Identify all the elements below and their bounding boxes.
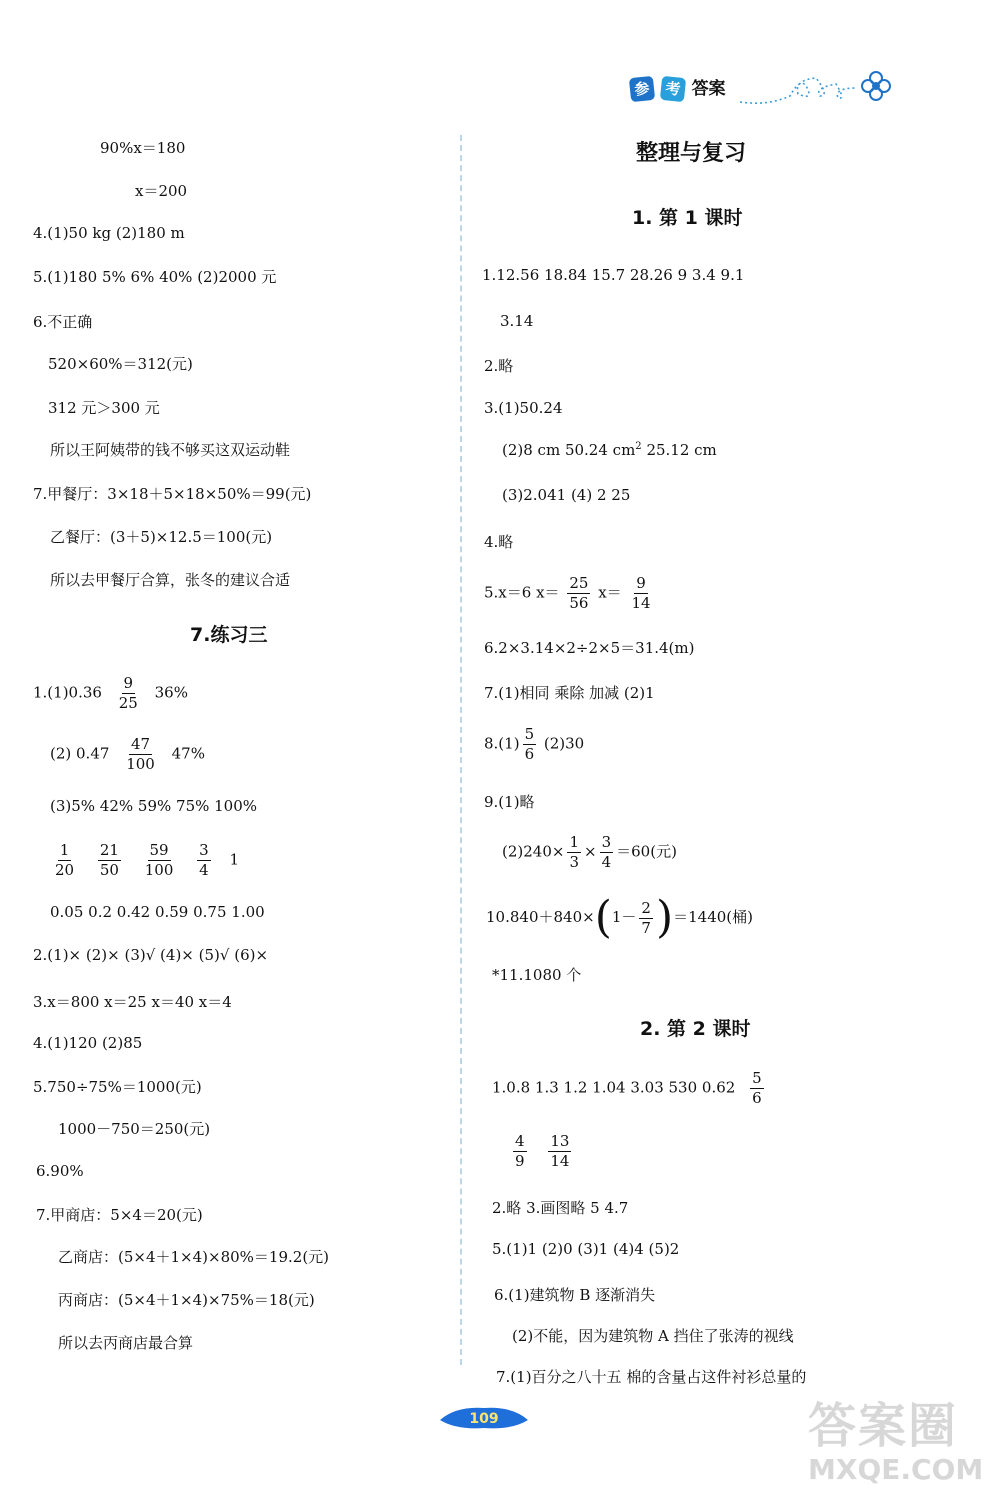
text: 10.840＋840× [486,908,595,926]
answer-line: *11.1080 个 [492,966,582,984]
page-number-badge [436,1402,532,1432]
denominator: 9 [515,1152,525,1170]
watermark-site: MXQE.COM [808,1453,984,1486]
numerator: 25 [569,574,589,592]
text: (2)30 [539,734,585,753]
text: × [584,842,597,861]
numerator: 4 [515,1132,525,1150]
answer-line [50,843,239,878]
answer-line: 6.不正确 [33,313,93,331]
section-heading-exercise-3: 7.练习三 [190,624,268,646]
answer-line [510,1134,574,1169]
answer-line [50,737,205,772]
denominator: 6 [524,745,535,763]
text: 1.(1)0.36 [33,683,102,702]
fraction [117,676,140,711]
answer-line: 6.(1)建筑物 B 逐渐消失 [494,1286,656,1304]
numerator: 9 [123,674,134,692]
fraction [53,843,76,878]
answer-line: 9.(1)略 [484,793,535,811]
answer-line: 5.(1)180 5% 6% 40% (2)2000 元 [33,268,277,286]
numerator: 5 [524,725,535,743]
page-title: 整理与复习 [636,141,747,166]
denominator: 4 [199,861,209,879]
header-label: 答案 [691,79,726,99]
denominator: 14 [550,1152,570,1170]
denominator: 4 [601,853,612,871]
left-paren: ( [594,892,612,943]
answer-line: (2)不能，因为建筑物 A 挡住了张涛的视线 [512,1327,794,1345]
numerator: 3 [601,833,612,851]
fraction [629,576,652,611]
text: x＝ [598,583,622,602]
denominator: 3 [569,853,579,871]
answer-line: 所以去甲餐厅合算，张冬的建议合适 [50,571,291,589]
page-number: 109 [469,1411,499,1427]
denominator: 7 [641,918,651,937]
section-heading-lesson-2: 2. 第 2 课时 [640,1018,751,1040]
answer-line [502,441,717,459]
section-heading-lesson-1: 1. 第 1 课时 [632,207,743,229]
header-tile-kao: 考 [660,76,686,102]
fraction [567,576,590,611]
answer-line: 7.(1)百分之八十五 棉的含量占这件衬衫总量的 [496,1368,807,1386]
answer-line: x＝200 [135,182,188,200]
fraction [197,843,211,878]
header-tile-can: 参 [629,76,655,102]
numerator: 13 [550,1132,570,1150]
answer-line: 2.(1)× (2)× (3)√ (4)× (5)√ (6)× [33,946,269,964]
answer-line: 4.(1)120 (2)85 [33,1034,143,1052]
numerator: 5 [752,1069,762,1087]
column-divider [460,135,462,1365]
numerator: 21 [99,841,119,859]
answer-line: 2.略 [484,357,514,375]
numerator: 9 [636,574,646,592]
text: ＝60(元) [616,842,677,861]
answer-line [492,1071,767,1106]
answer-line: 6.90% [36,1162,84,1180]
text: (2)8 cm 50.24 cm [502,441,636,459]
answer-line: 4.略 [484,533,514,551]
answer-line: 乙餐厅：(3＋5)×12.5＝100(元) [50,528,273,546]
denominator: 20 [55,861,75,879]
text: 25.12 cm [641,441,717,459]
text: 1.0.8 1.3 1.2 1.04 3.03 530 0.62 [492,1078,736,1097]
fraction [750,1071,764,1106]
answer-line: 90%x＝180 [100,139,186,157]
fraction [143,843,176,878]
answer-line: 5.(1)1 (2)0 (3)1 (4)4 (5)2 [492,1240,680,1258]
fraction [600,835,614,870]
text: 47% [171,744,205,763]
numerator: 1 [569,833,579,851]
text: 5.x＝6 x＝ [484,583,560,602]
answer-line: 520×60%＝312(元) [48,355,193,373]
answer-line: 所以去丙商店最合算 [58,1334,194,1352]
denominator: 14 [631,594,651,612]
answer-line: 312 元＞300 元 [48,399,160,417]
text: 36% [154,683,188,702]
answer-line: 4.(1)50 kg (2)180 m [33,224,185,242]
answer-line: (3)5% 42% 59% 75% 100% [50,797,258,815]
answer-line: 3.x＝800 x＝25 x＝40 x＝4 [33,993,232,1011]
fraction [567,835,581,870]
text: 8.(1) [484,734,520,753]
answer-line: 丙商店：(5×4＋1×4)×75%＝18(元) [58,1291,315,1309]
answer-line [502,835,677,870]
answer-line: 7.甲商店：5×4＝20(元) [36,1206,203,1224]
denominator: 25 [118,694,138,712]
header-ornament [630,74,726,101]
text: ＝1440(桶) [673,908,754,926]
text: (2) 0.47 [50,744,110,763]
answer-line: (3)2.041 (4) 2 25 [502,486,631,504]
answer-line: 5.750÷75%＝1000(元) [33,1078,202,1096]
numerator: 47 [130,735,151,753]
denominator: 56 [569,594,589,612]
answer-line: 2.略 3.画图略 5 4.7 [492,1199,629,1217]
denominator: 6 [752,1089,762,1107]
answer-line [486,892,754,943]
answer-line: 6.2×3.14×2÷2×5＝31.4(m) [484,639,695,657]
text: 1 [229,850,240,869]
text: (2)240× [502,842,565,861]
fraction [98,843,121,878]
answer-line: 乙商店：(5×4＋1×4)×80%＝19.2(元) [58,1248,330,1266]
answer-line [484,727,584,762]
right-paren: ) [655,892,674,943]
fraction [124,737,157,772]
answer-line [484,576,656,611]
numerator: 3 [199,841,209,859]
numerator: 59 [149,841,169,859]
answer-line: 1.12.56 18.84 15.7 28.26 9 3.4 9.1 [482,266,745,284]
answer-line: 1000－750＝250(元) [58,1120,211,1138]
answer-line: 3.(1)50.24 [484,399,563,417]
watermark-main: 答案圈 [808,1398,959,1454]
answer-line [33,676,188,711]
flower-icon [862,72,890,100]
answer-line: 7.(1)相同 乘除 加减 (2)1 [484,684,655,702]
header-swirl-decoration [738,66,898,110]
fraction [513,1134,527,1169]
answer-line: 所以王阿姨带的钱不够买这双运动鞋 [50,441,291,459]
answer-line: 0.05 0.2 0.42 0.59 0.75 1.00 [50,903,265,921]
fraction [523,727,537,762]
fraction [639,898,653,937]
answer-line: 3.14 [500,312,534,330]
denominator: 100 [126,755,155,773]
text: 1－ [611,908,637,926]
numerator: 2 [641,898,651,917]
fraction [548,1134,571,1169]
answer-line: 7.甲餐厅：3×18＋5×18×50%＝99(元) [33,485,312,503]
numerator: 1 [59,841,70,859]
denominator: 50 [99,861,119,879]
superscript: 2 [635,441,642,452]
denominator: 100 [144,861,174,879]
watermark [808,1398,994,1490]
